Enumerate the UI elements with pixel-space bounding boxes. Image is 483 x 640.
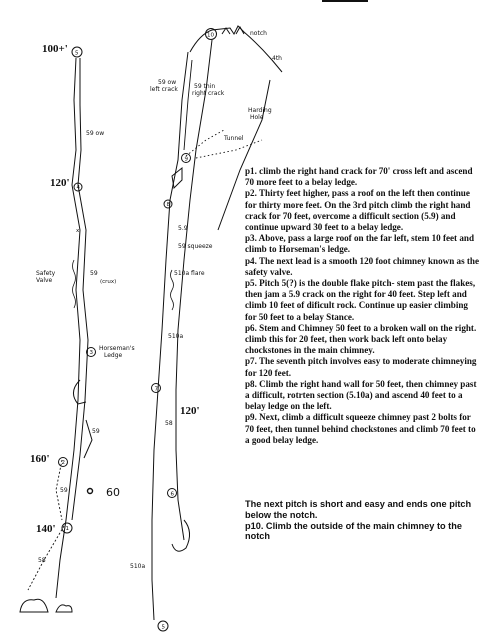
flare-label: 510a flare [174,270,205,277]
left-grade-59ow: 59 ow [86,130,105,137]
pitch-1-text: p1. climb the right hand crack for 70' cross left and ascend 70 more feet to a belay ledge. [245,166,473,188]
tunnel-label: Tunnel [224,135,244,142]
left-route-squiggle [73,260,76,308]
height-160: 160' [30,453,50,465]
pitch-9-text: p9. Next, climb a difficult squeeze chimney past 2 bolts for 70 feet, then tunnel behind chockstones and climb 70 feet to a good belay ledge. [245,412,476,445]
grade-5-9: 5.9 [178,225,188,232]
note-p10: p10. Climb the outside of the main chimney to the notch [245,520,462,542]
pitch-2-text: p2. Thirty feet higher, pass a roof on the left then continue for thirty more feet. On the 3rd pitch climb the right hand crack for 70 feet, overcome a difficult section (5.9) and continue upward 30 feet to a belay ledge. [245,188,471,233]
left-route [20,43,135,612]
note-next-pitch: The next pitch is short and easy and ends one pitch below the notch. [245,499,472,520]
left-route-line-a [56,58,80,598]
belay-2-label: 2 [61,460,65,466]
pitch-4-text: p4. The next lead is a smooth 120 foot chimney known as the safety valve. [245,255,480,277]
grade-58-right: 58 [165,420,173,427]
ow-label-2: left crack [150,86,178,93]
right-height-120: 120' [180,405,200,417]
left-dashed-2 [28,526,64,590]
notch-label: notch [250,30,267,37]
lower-bulge [172,520,190,551]
height-100: 100+' [42,43,68,55]
pitch-5-text: p5. Pitch 5(?) is the double flake pitch- stem past the flakes, then jam a 5.9 crack on the right for 40 feet. Step left and climb 10 feet of dificult rock. Continue up easier climbing for 50 feet to a belay Stance. [245,278,476,322]
grade-510a: 510a [168,333,184,340]
pitch-8-text: p8. Climb the right hand wall for 50 feet, then chimney past a difficult, rotrten section (5.10a) and ascend 40 feet to a belay ledge on the left. [245,378,477,412]
bush-right [56,605,72,612]
height-140: 140' [36,523,56,535]
belay-1-label: 1 [65,526,69,532]
thin-label-1: 59 thin [194,83,216,90]
left-grade-59-mid: 59 [92,428,100,435]
right-block [172,168,182,188]
crux-label: (crux) [100,279,117,285]
belay-7-label: 7 [154,386,158,393]
belay-3-label: 3 [89,350,93,356]
pitch-6-text: p6. Stem and Chimney 50 feet to a broken wall on the right. climb this for 20 feet, then work back left onto belay chockstones in the main chimney. [245,322,477,356]
harding-label-1: Harding [248,107,272,114]
left-grade-58: 58 [38,557,46,564]
belay-6-label: 6 [170,491,174,498]
closing-notes [245,499,481,542]
summit-outline [190,26,282,72]
horseman-label-2: Ledge [104,352,123,359]
left-grade-59-low: 59 [60,487,68,494]
belay-8-label: 8 [166,202,170,208]
thin-label-2: right crack [192,90,225,97]
belay-10-label: 10 [207,32,214,39]
hand-number-60: 60 [106,486,120,499]
harding-label-2: Hole [250,114,264,121]
pitch-7-text: p7. The seventh pitch involves easy to moderate chimneying for 120 feet. [245,356,477,378]
valve-label: Valve [36,277,53,284]
squeeze-label: 59 squeeze [178,243,213,250]
tunnel-line [186,130,224,156]
pitch-descriptions [245,166,481,446]
horsemans-rock [73,380,86,404]
safety-grade: 59 [90,270,98,277]
height-120: 120' [50,177,70,189]
bolt-mark [88,489,93,494]
belay-5-top-label: 5 [75,50,79,57]
belay-9-label: 9 [184,156,188,163]
safety-label: Safety [36,270,56,277]
left-flake [84,420,92,458]
ow-label-1: 59 ow [158,79,177,86]
pitch-3-text: p3. Above, pass a large roof on the far left, stem 10 feet and climb to Horseman's ledge. [245,233,475,255]
horseman-label-1: Horseman's [99,345,135,352]
bush-left [20,599,48,612]
belay-5-bottom-label: 5 [161,624,165,631]
left-x-mark: x [76,228,80,234]
fourth-label: 4th [272,55,282,62]
belay-4-label: 4 [76,185,80,191]
grade-510a-low: 510a [130,563,146,570]
